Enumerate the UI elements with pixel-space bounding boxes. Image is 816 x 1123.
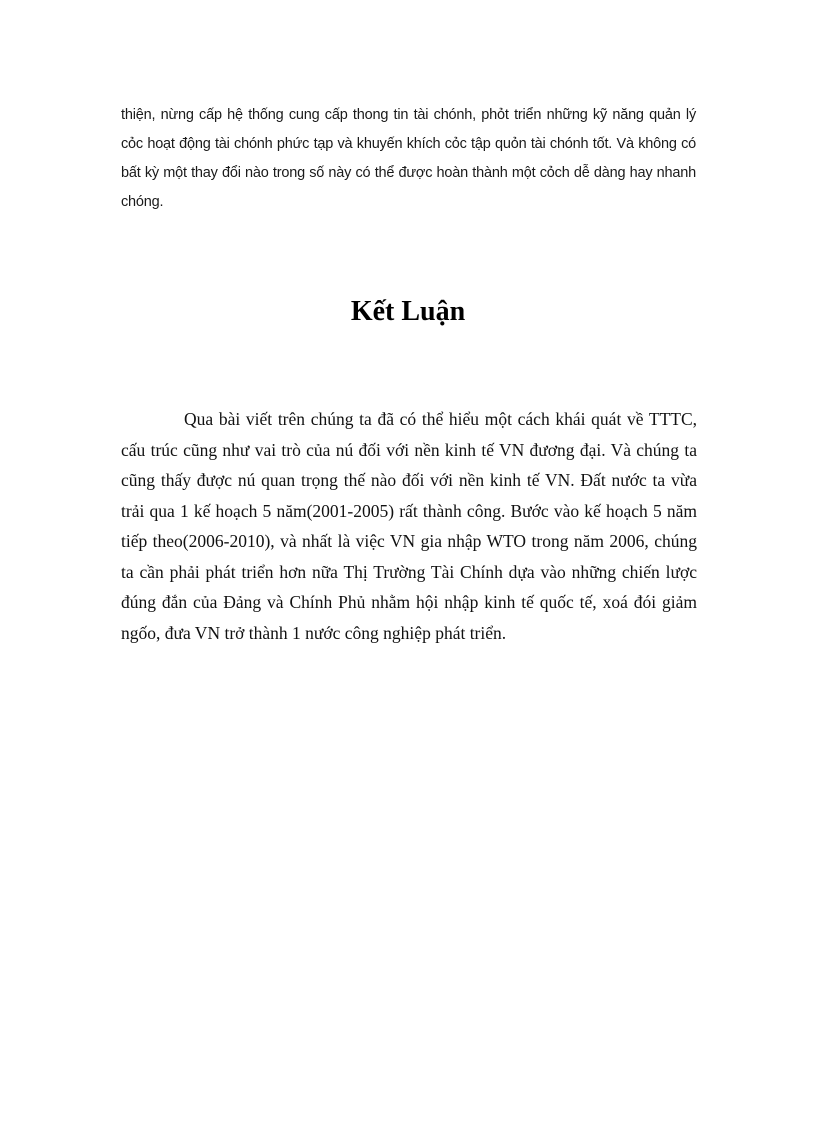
body-paragraph-continuation: thiện, nừng cấp hệ thống cung cấp thong tin tài chónh, phỏt triển những kỹ năng quản lý cỏc hoạt động tài chónh phức tạp và khuyến khích cỏc tập quỏn tài chónh tốt. Và không có bất kỳ một thay đổi nào trong số này có thể được hoàn thành một cỏch dễ dàng hay nhanh chóng. bbox=[121, 107, 696, 210]
section-heading: Kết Luận bbox=[350, 296, 466, 327]
conclusion-paragraph: Qua bài viết trên chúng ta đã có thể hiểu một cách khái quát về TTTC, cấu trúc cũng như vai trò của nú đối với nền kinh tế VN đương đại. Và chúng ta cũng thấy được nú quan trọng thế nào đối với nền kinh tế VN. Đất nước ta vừa trải qua 1 kế hoạch 5 năm(2001-2005) rất thành công. Bước vào kế hoạch 5 năm tiếp theo(2006-2010), và nhất là việc VN gia nhập WTO trong năm 2006, chúng ta cần phải phát triển hơn nữa Thị Trường Tài Chính dựa vào những chiến lược đúng đắn của Đảng và Chính Phủ nhằm hội nhập kinh tế quốc tế, xoá đói giảm ngốo, đưa VN trở thành 1 nước công nghiệp phát triển. bbox=[121, 409, 697, 643]
